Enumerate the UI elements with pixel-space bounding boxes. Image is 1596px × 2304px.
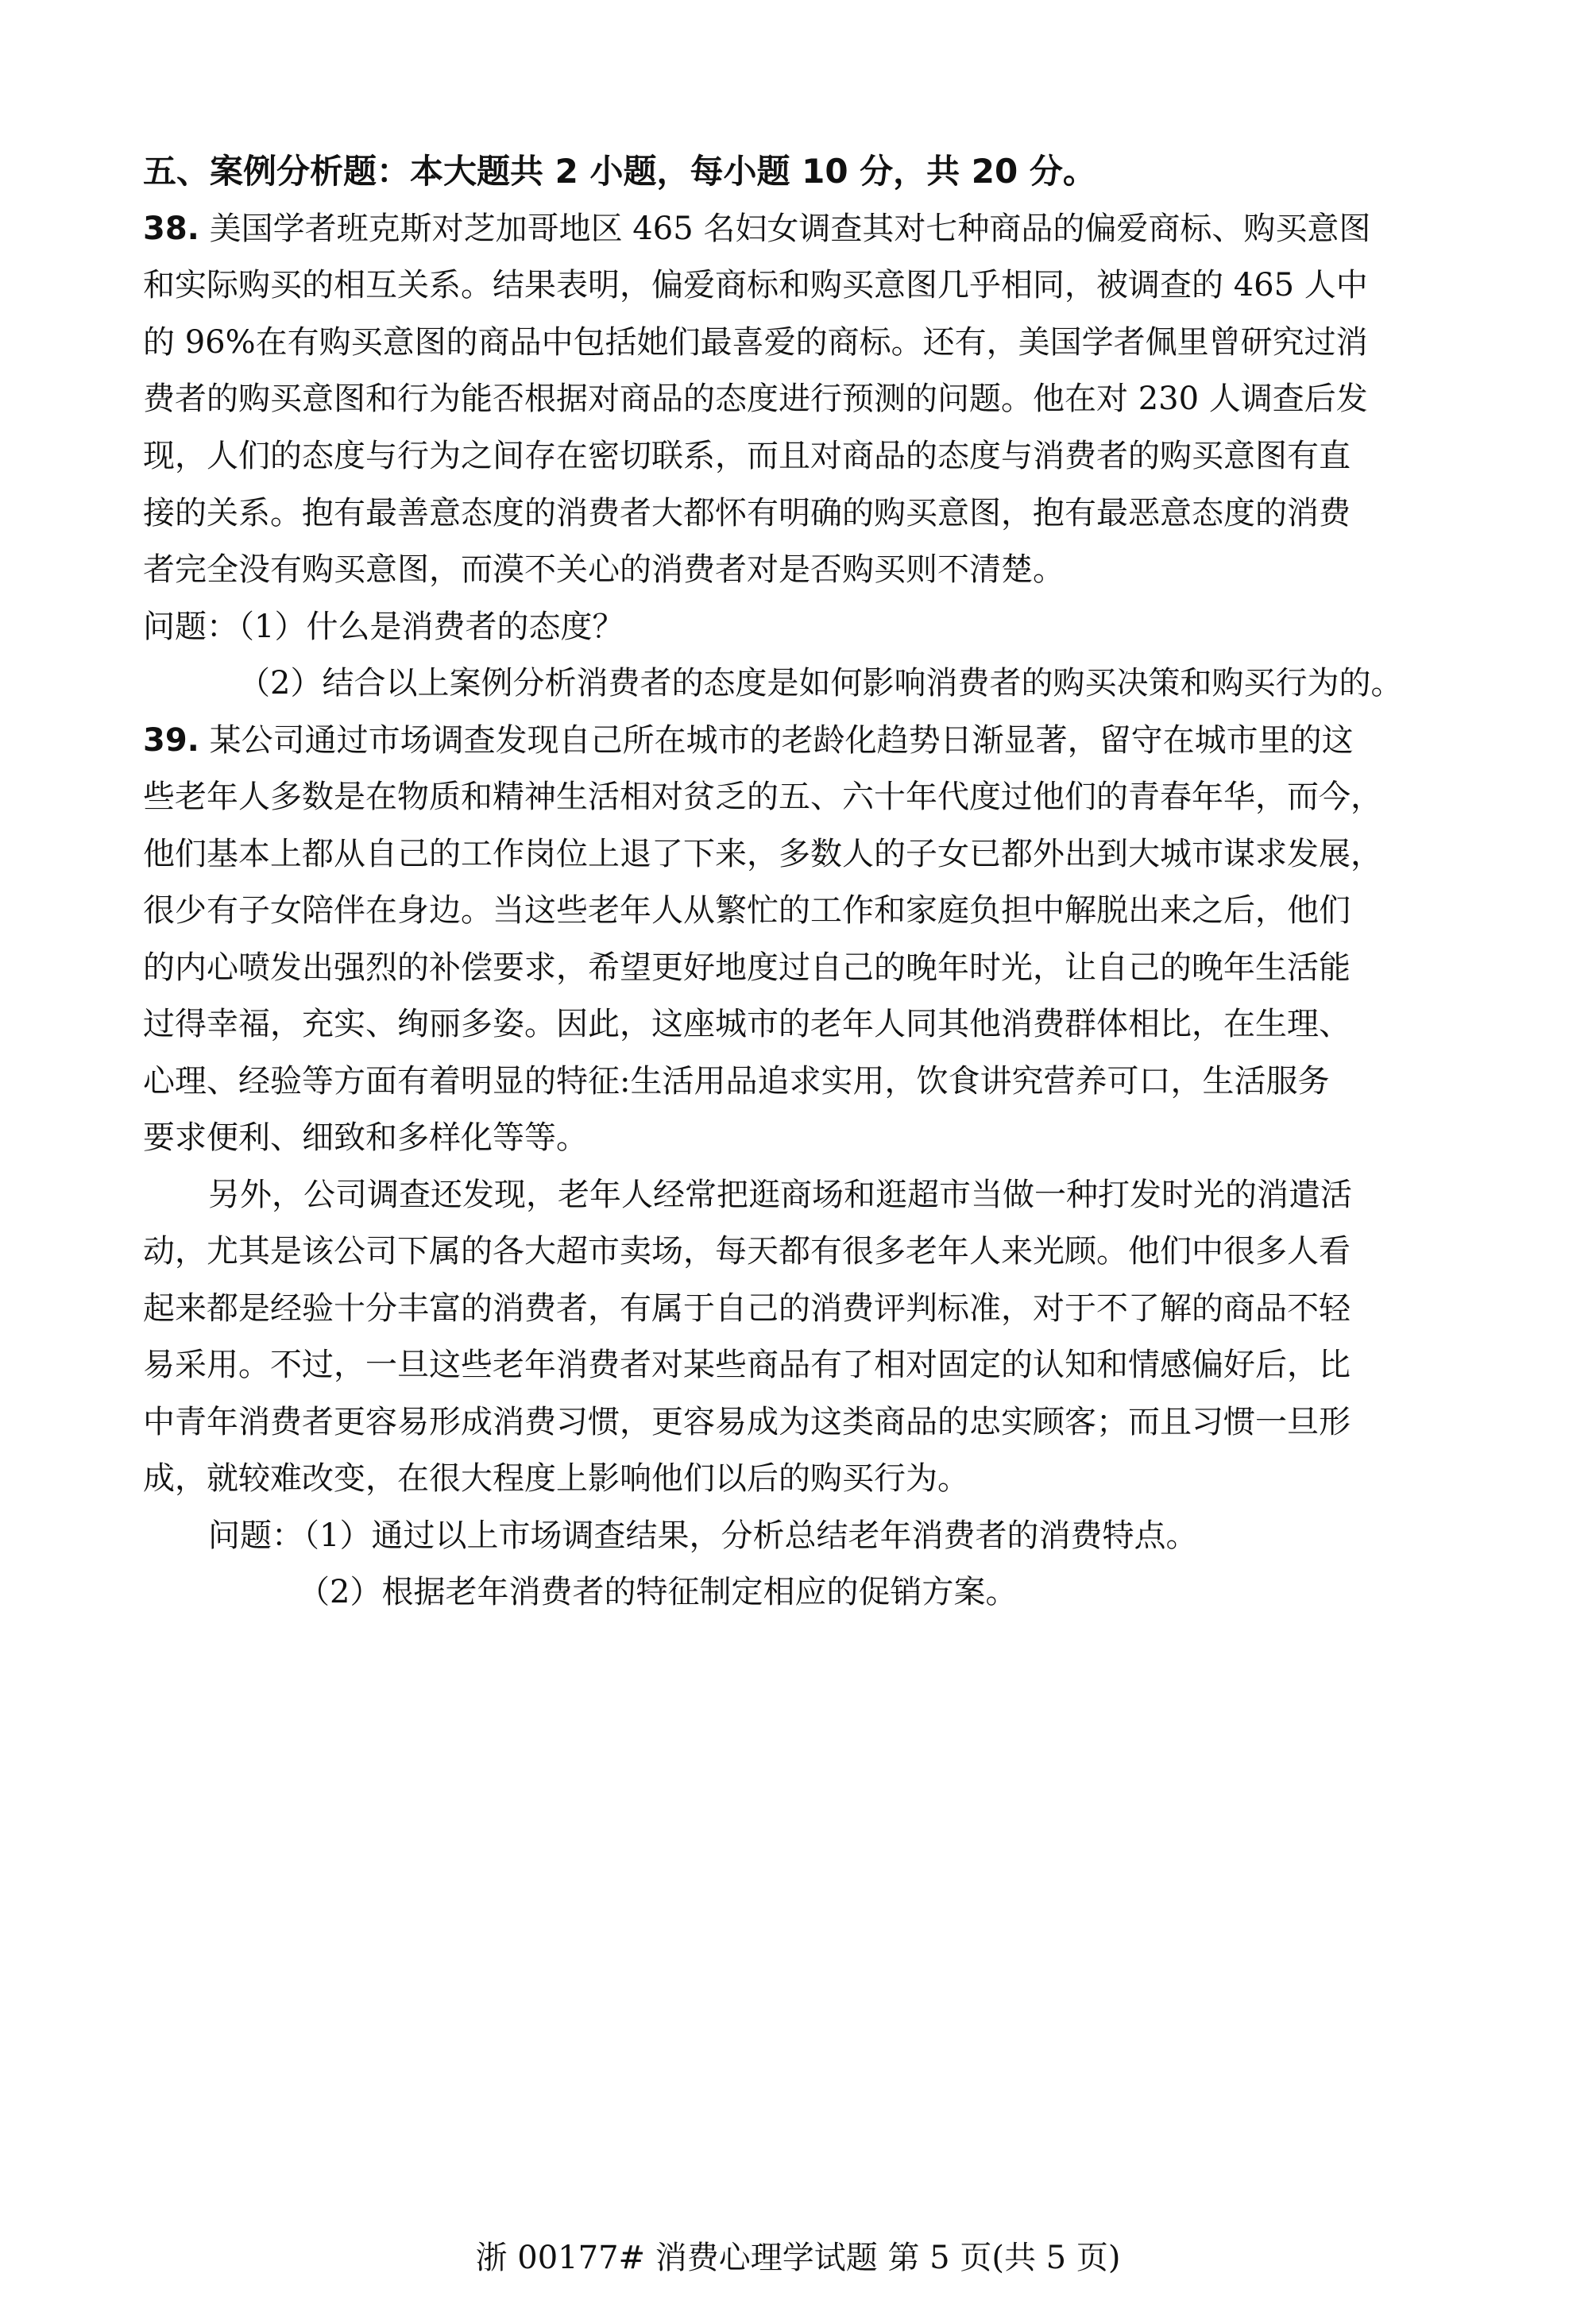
q38-text-1: 美国学者班克斯对芝加哥地区 465 名妇女调查其对七种商品的偏爱商标、购买意图	[209, 211, 1371, 247]
q38-line-4: 费者的购买意图和行为能否根据对商品的态度进行预测的问题。他在对 230 人调查后发	[143, 381, 1368, 417]
q38-number: 38.	[143, 211, 199, 247]
q39-para2-line-5: 中青年消费者更容易形成消费习惯，更容易成为这类商品的忠实顾客；而且习惯一旦形	[143, 1404, 1351, 1440]
q38-question-2: （2）结合以上案例分析消费者的态度是如何影响消费者的购买决策和购买行为的。	[238, 665, 1403, 702]
q38-line-3: 的 96%在有购买意图的商品中包括她们最喜爱的商标。还有，美国学者佩里曾研究过消	[143, 324, 1368, 361]
q38-line-2: 和实际购买的相互关系。结果表明，偏爱商标和购买意图几乎相同，被调查的 465 人中	[143, 267, 1368, 303]
q39-line-8: 要求便利、细致和多样化等等。	[143, 1119, 588, 1156]
q38-line-6: 接的关系。抱有最善意态度的消费者大都怀有明确的购买意图，抱有最恶意态度的消费	[143, 495, 1351, 532]
q39-para2-line-3: 起来都是经验十分丰富的消费者，有属于自己的消费评判标准，对于不了解的商品不轻	[143, 1290, 1351, 1327]
q39-question-2: （2）根据老年消费者的特征制定相应的促销方案。	[298, 1574, 1018, 1610]
q39-line-7: 心理、经验等方面有着明显的特征:生活用品追求实用，饮食讲究营养可口，生活服务	[143, 1063, 1330, 1100]
q38-question-1: 问题：（1）什么是消费者的态度？	[143, 609, 624, 645]
q39-para2-line-2: 动，尤其是该公司下属的各大超市卖场，每天都有很多老年人来光顾。他们中很多人看	[143, 1233, 1351, 1270]
q38-line-5: 现，人们的态度与行为之间存在密切联系，而且对商品的态度与消费者的购买意图有直	[143, 438, 1351, 474]
page-footer: 浙 00177# 消费心理学试题 第 5 页(共 5 页)	[475, 2240, 1121, 2276]
q39-line-3: 他们基本上都从自己的工作岗位上退了下来，多数人的子女已都外出到大城市谋求发展，	[143, 836, 1382, 872]
q39-number: 39.	[143, 722, 199, 759]
q39-line-5: 的内心喷发出强烈的补偿要求，希望更好地度过自己的晚年时光，让自己的晚年生活能	[143, 949, 1351, 986]
q39-para2-line-1: 另外，公司调查还发现，老年人经常把逛商场和逛超市当做一种打发时光的消遣活	[208, 1177, 1352, 1213]
q39-para2-line-4: 易采用。不过，一旦这些老年消费者对某些商品有了相对固定的认知和情感偏好后，比	[143, 1347, 1351, 1383]
q39-text-1: 某公司通过市场调查发现自己所在城市的老龄化趋势日渐显著，留守在城市里的这	[209, 722, 1354, 759]
q38-line-1	[143, 208, 1370, 249]
q39-line-1	[143, 720, 1354, 761]
q39-para2-line-6: 成，就较难改变，在很大程度上影响他们以后的购买行为。	[143, 1460, 969, 1497]
q39-question-1: 问题：（1）通过以上市场调查结果，分析总结老年消费者的消费特点。	[208, 1517, 1198, 1554]
q39-line-6: 过得幸福，充实、绚丽多姿。因此，这座城市的老年人同其他消费群体相比，在生理、	[143, 1006, 1351, 1042]
q39-line-4: 很少有子女陪伴在身边。当这些老年人从繁忙的工作和家庭负担中解脱出来之后，他们	[143, 892, 1351, 929]
q38-line-7: 者完全没有购买意图，而漠不关心的消费者对是否购买则不清楚。	[143, 551, 1065, 588]
section-title: 五、案例分析题：本大题共 2 小题，每小题 10 分，共 20 分。	[143, 152, 1096, 191]
q39-line-2: 些老年人多数是在物质和精神生活相对贫乏的五、六十年代度过他们的青春年华，而今，	[143, 779, 1382, 815]
